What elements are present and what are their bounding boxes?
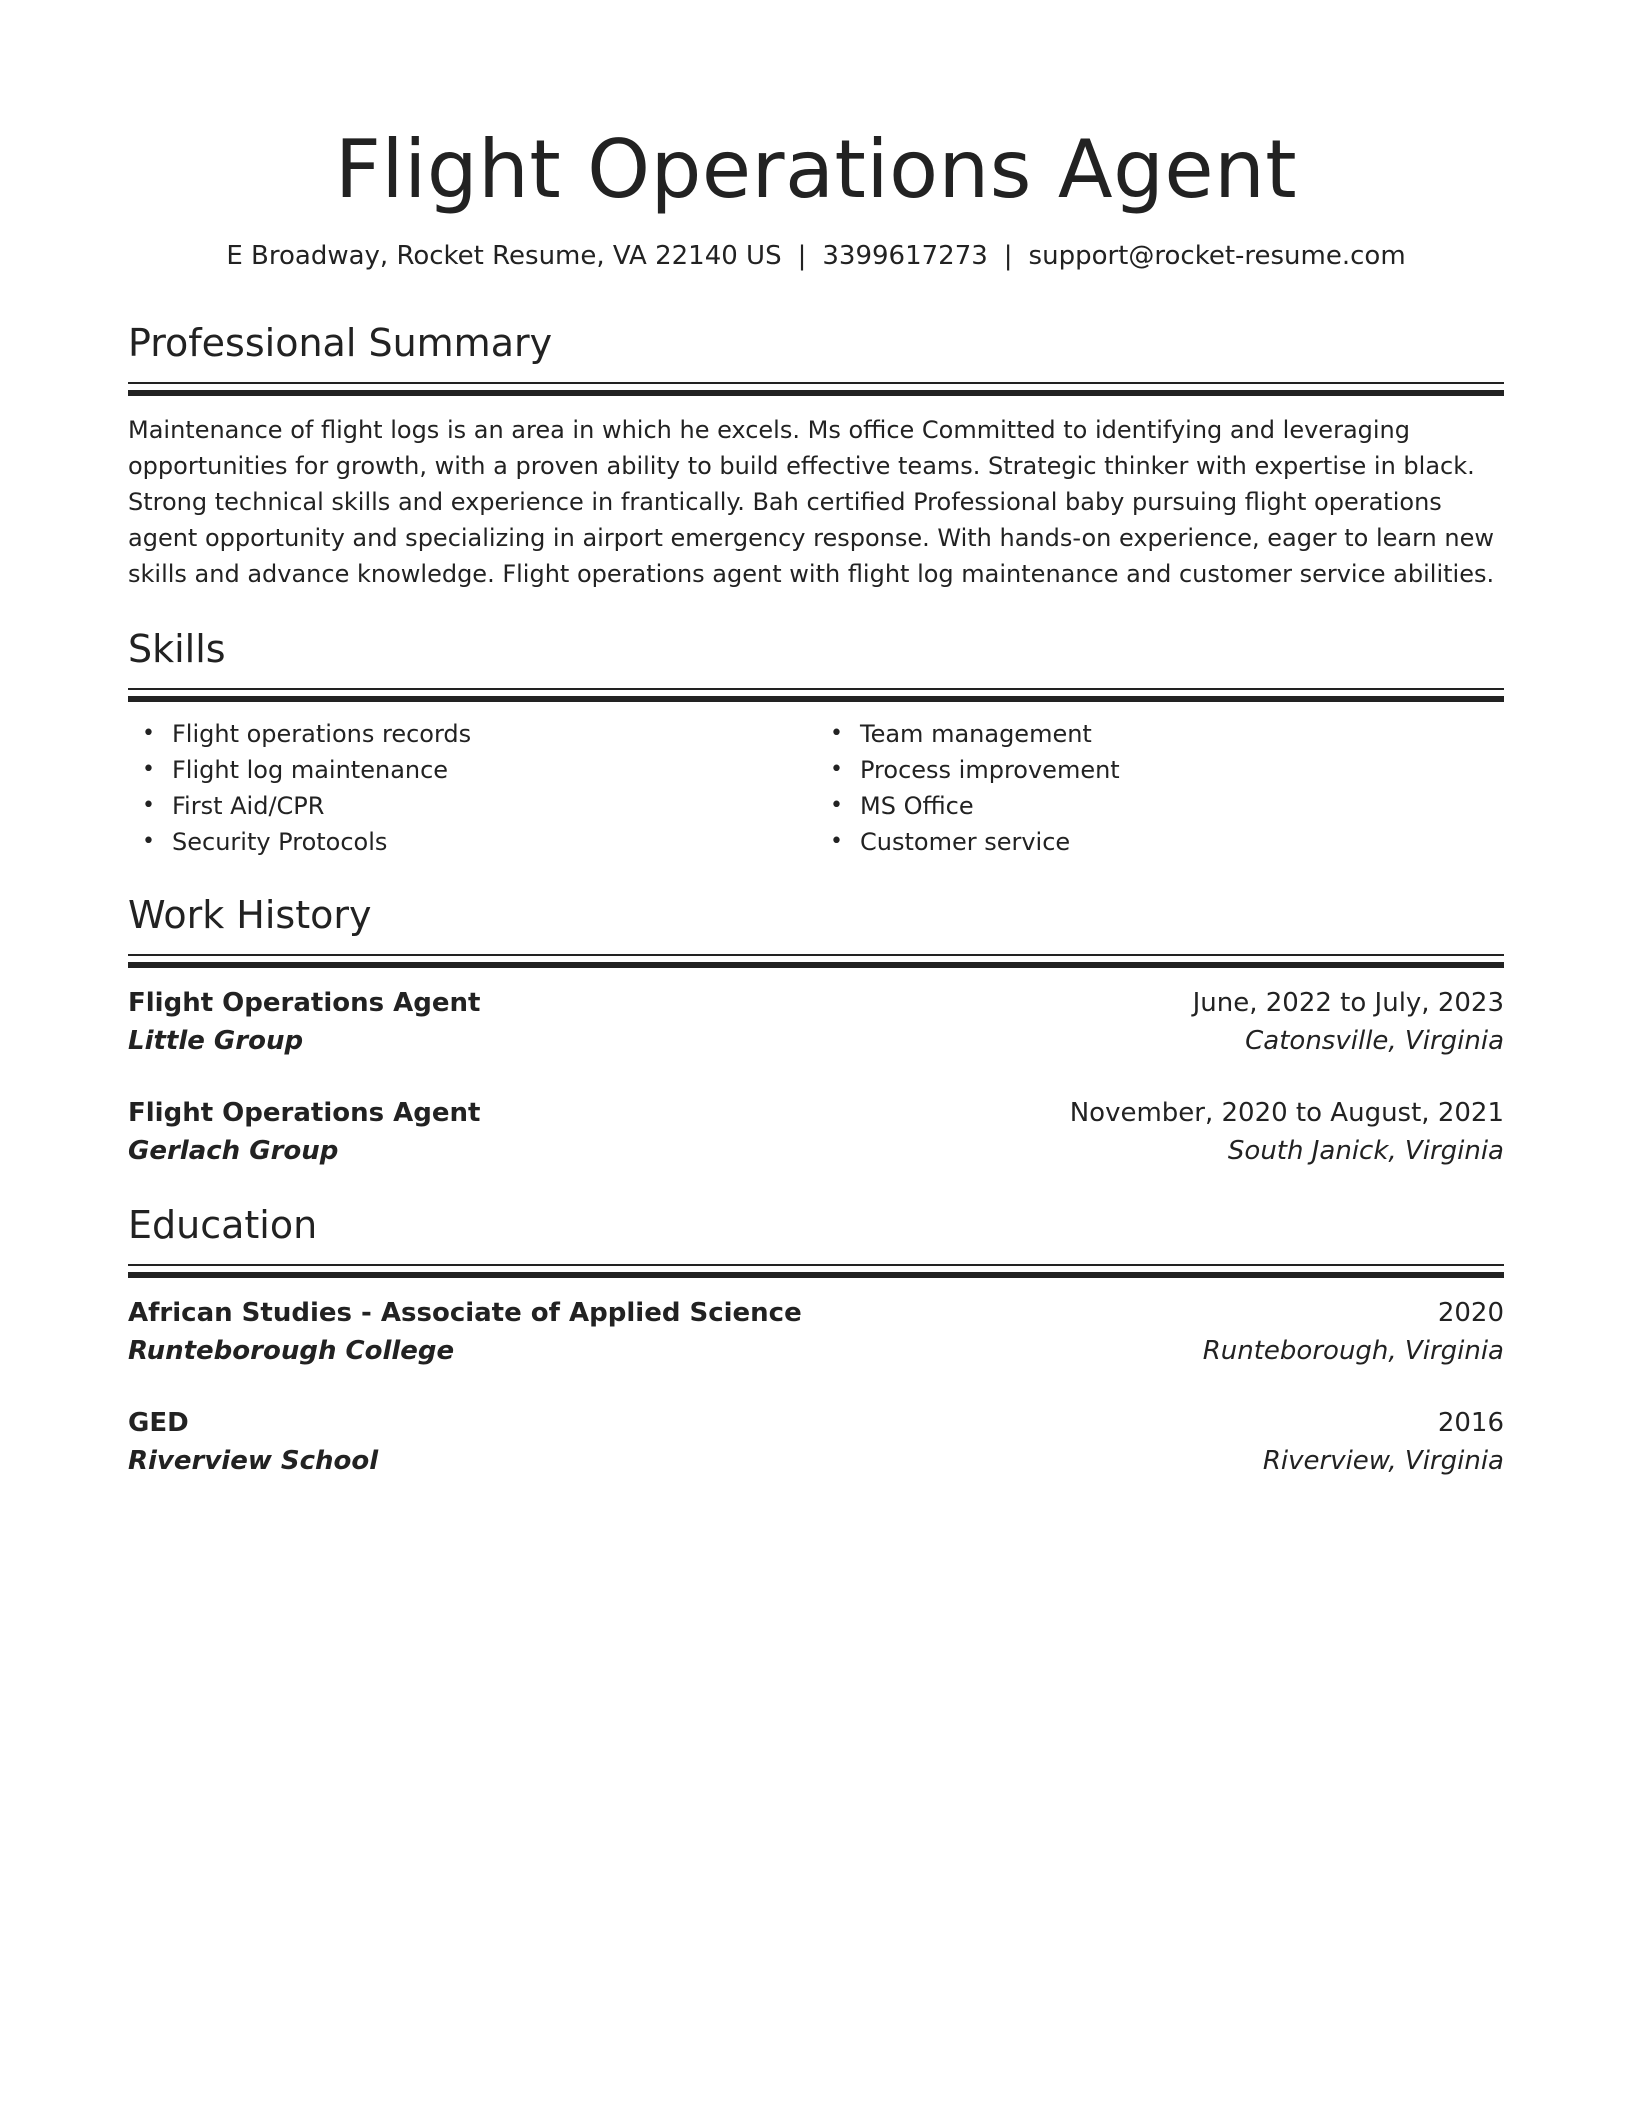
education-location: Runteborough, Virginia	[1202, 1336, 1504, 1366]
section-divider-thick	[128, 962, 1504, 968]
job-entry	[128, 984, 1504, 1060]
contact-phone: 3399617273	[822, 241, 988, 271]
bullet-icon: •	[142, 721, 155, 746]
job-header-row	[128, 1094, 1504, 1132]
job-detail-row	[128, 1132, 1504, 1170]
work-history-section	[128, 890, 1504, 1170]
bullet-icon: •	[142, 829, 155, 854]
summary-text: Maintenance of flight logs is an area in which he excels. Ms office Committed to identifying and leveraging opportunities for growth, with a proven ability to build effective teams. Strategic thinker with expertise in black. Strong technical skills and experience in frantically. Bah certified Professional baby pursuing flight operations agent opportunity and specializing in airport emergency response. With hands-on experience, eager to learn new skills and advance knowledge. Flight operations agent with flight log maintenance and customer service abilities.	[128, 416, 1495, 588]
skills-column-right	[816, 716, 1504, 860]
education-heading: Education	[128, 1203, 318, 1247]
job-title: Flight Operations Agent	[128, 1098, 481, 1128]
job-company: Little Group	[128, 1026, 304, 1056]
contact-email: support@rocket-resume.com	[1028, 241, 1406, 271]
bullet-icon: •	[142, 757, 155, 782]
education-entry	[128, 1294, 1504, 1370]
contact-separator: |	[797, 241, 807, 271]
skill-label: MS Office	[860, 792, 974, 820]
section-divider-thin	[128, 382, 1504, 384]
skill-label: Team management	[860, 720, 1092, 748]
bullet-icon: •	[830, 721, 843, 746]
section-divider-thick	[128, 696, 1504, 702]
skill-label: Security Protocols	[172, 828, 388, 856]
education-location: Riverview, Virginia	[1262, 1446, 1504, 1476]
section-divider-thick	[128, 1272, 1504, 1278]
skill-item	[142, 716, 816, 752]
skills-grid	[128, 716, 1504, 860]
section-divider-thin	[128, 954, 1504, 956]
job-header-row	[128, 984, 1504, 1022]
education-header-row	[128, 1294, 1504, 1332]
job-detail-row	[128, 1022, 1504, 1060]
job-company: Gerlach Group	[128, 1136, 339, 1166]
skill-item	[142, 788, 816, 824]
skill-label: Flight operations records	[172, 720, 472, 748]
skill-label: Flight log maintenance	[172, 756, 449, 784]
section-divider-thin	[128, 1264, 1504, 1266]
education-school: Riverview School	[128, 1446, 379, 1476]
education-detail-row	[128, 1332, 1504, 1370]
bullet-icon: •	[830, 793, 843, 818]
education-degree: GED	[128, 1408, 189, 1438]
skills-column-left	[128, 716, 816, 860]
contact-address: E Broadway, Rocket Resume, VA 22140 US	[226, 241, 782, 271]
skill-label: Process improvement	[860, 756, 1120, 784]
skill-item	[830, 788, 1504, 824]
job-dates: November, 2020 to August, 2021	[1069, 1098, 1504, 1128]
skill-item	[830, 824, 1504, 860]
bullet-icon: •	[830, 757, 843, 782]
education-year: 2016	[1437, 1408, 1504, 1438]
job-dates: June, 2022 to July, 2023	[1192, 988, 1504, 1018]
work-history-heading: Work History	[128, 893, 372, 937]
education-entry	[128, 1404, 1504, 1480]
skill-item	[142, 752, 816, 788]
skill-item	[830, 716, 1504, 752]
section-divider-thick	[128, 390, 1504, 396]
skill-label: Customer service	[860, 828, 1071, 856]
job-title: Flight Operations Agent	[128, 988, 481, 1018]
bullet-icon: •	[142, 793, 155, 818]
summary-heading: Professional Summary	[128, 321, 553, 365]
summary-section	[128, 318, 1504, 592]
skills-section	[128, 624, 1504, 860]
job-entry	[128, 1094, 1504, 1170]
section-divider-thin	[128, 688, 1504, 690]
education-school: Runteborough College	[128, 1336, 455, 1366]
job-location: South Janick, Virginia	[1227, 1136, 1504, 1166]
education-year: 2020	[1437, 1298, 1504, 1328]
resume-name: Flight Operations Agent	[334, 123, 1298, 216]
education-degree: African Studies - Associate of Applied Science	[128, 1298, 802, 1328]
skill-label: First Aid/CPR	[172, 792, 325, 820]
contact-separator: |	[1003, 241, 1013, 271]
bullet-icon: •	[830, 829, 843, 854]
skill-item	[830, 752, 1504, 788]
education-detail-row	[128, 1442, 1504, 1480]
skill-item	[142, 824, 816, 860]
skills-heading: Skills	[128, 627, 226, 671]
job-location: Catonsville, Virginia	[1245, 1026, 1504, 1056]
education-section	[128, 1200, 1504, 1480]
contact-line	[128, 238, 1504, 274]
education-header-row	[128, 1404, 1504, 1442]
